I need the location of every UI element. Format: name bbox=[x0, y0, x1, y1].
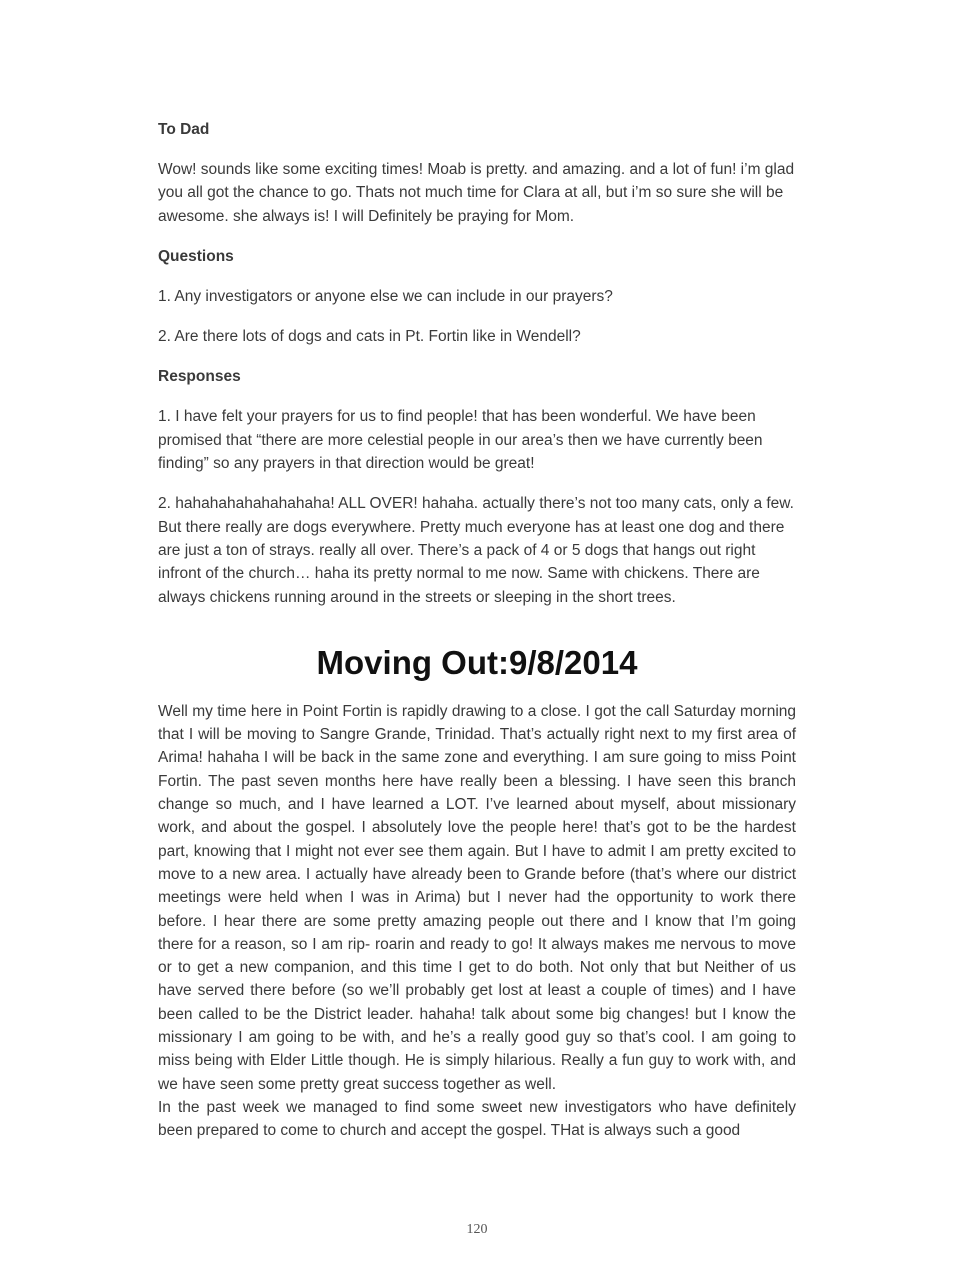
response-item: 1. I have felt your prayers for us to find people! that has been wonderful. We have been promised that “there are more celestial people in our area’s then we have currently been finding” so any prayers in that direction would be great! bbox=[158, 408, 763, 473]
intro-paragraph: Wow! sounds like some exciting times! Moab is pretty. and amazing. and a lot of fun! i’m glad you all got the chance to go. Thats not much time for Clara at all, but i’m so sure she will be awesome. she always is! I will Definitely be praying for Mom. bbox=[158, 161, 795, 225]
salutation: To Dad bbox=[158, 121, 210, 138]
questions-heading: Questions bbox=[158, 247, 234, 265]
page-content bbox=[158, 118, 796, 1143]
responses-heading: Responses bbox=[158, 368, 241, 386]
body-paragraph: In the past week we managed to find some sweet new investigators who have definitely been prepared to come to church and accept the gospel. THat is always such a good bbox=[158, 1098, 796, 1140]
question-item: 1. Any investigators or anyone else we can include in our prayers? bbox=[158, 287, 613, 305]
response-item: 2. hahahahahahahahaha! ALL OVER! hahaha. actually there’s not too many cats, only a few. But there really are dogs everywhere. Pretty much everyone has at least one dog and there are just a ton of strays. really all over. There’s a pack of 4 or 5 dogs that hangs out right infront of the church… haha its pretty normal to me now. Same with chickens. There are always chickens running around in the streets or sleeping in the short trees. bbox=[158, 495, 794, 606]
body-paragraph: Well my time here in Point Fortin is rapidly drawing to a close. I got the call Saturday morning that I will be moving to Sangre Grande, Trinidad. That’s actually right next to my first area of Arima! hahaha I will be back in the same zone and everything. I am sure going to miss Point Fortin. The past seven months here have really been a blessing. I have seen this branch change so much, and I have learned a LOT. I’ve learned about myself, about missionary work, and about the gospel. I absolutely love the people here! that’s got to be the hardest part, knowing that I might not ever see them again. But I have to admit I am pretty excited to move to a new area. I actually have already been to Grande before (that’s where our district meetings were held when I was in Arima) but I never had the opportunity to work there before. I hear there are some pretty amazing people out there and I know that I’m going there for a reason, so I am rip- roarin and ready to go! It always makes me nervous to move or to get a new companion, and this time I get to do both. Not only that but Neither of us have served there before (so we’ll probably get lost at least a couple of times) and I have been called to be the District leader. hahaha! talk about some big changes! but I know the missionary I am going to be with, and he’s a really good guy so that’s cool. I am going to miss being with Elder Little though. He is simply hilarious. Really a fun guy to work with, and we have seen some pretty great success together as well. bbox=[158, 702, 796, 1093]
question-item: 2. Are there lots of dogs and cats in Pt. Fortin like in Wendell? bbox=[158, 328, 581, 346]
page-number: 120 bbox=[466, 1222, 488, 1237]
section-title: Moving Out:9/8/2014 bbox=[316, 643, 638, 681]
